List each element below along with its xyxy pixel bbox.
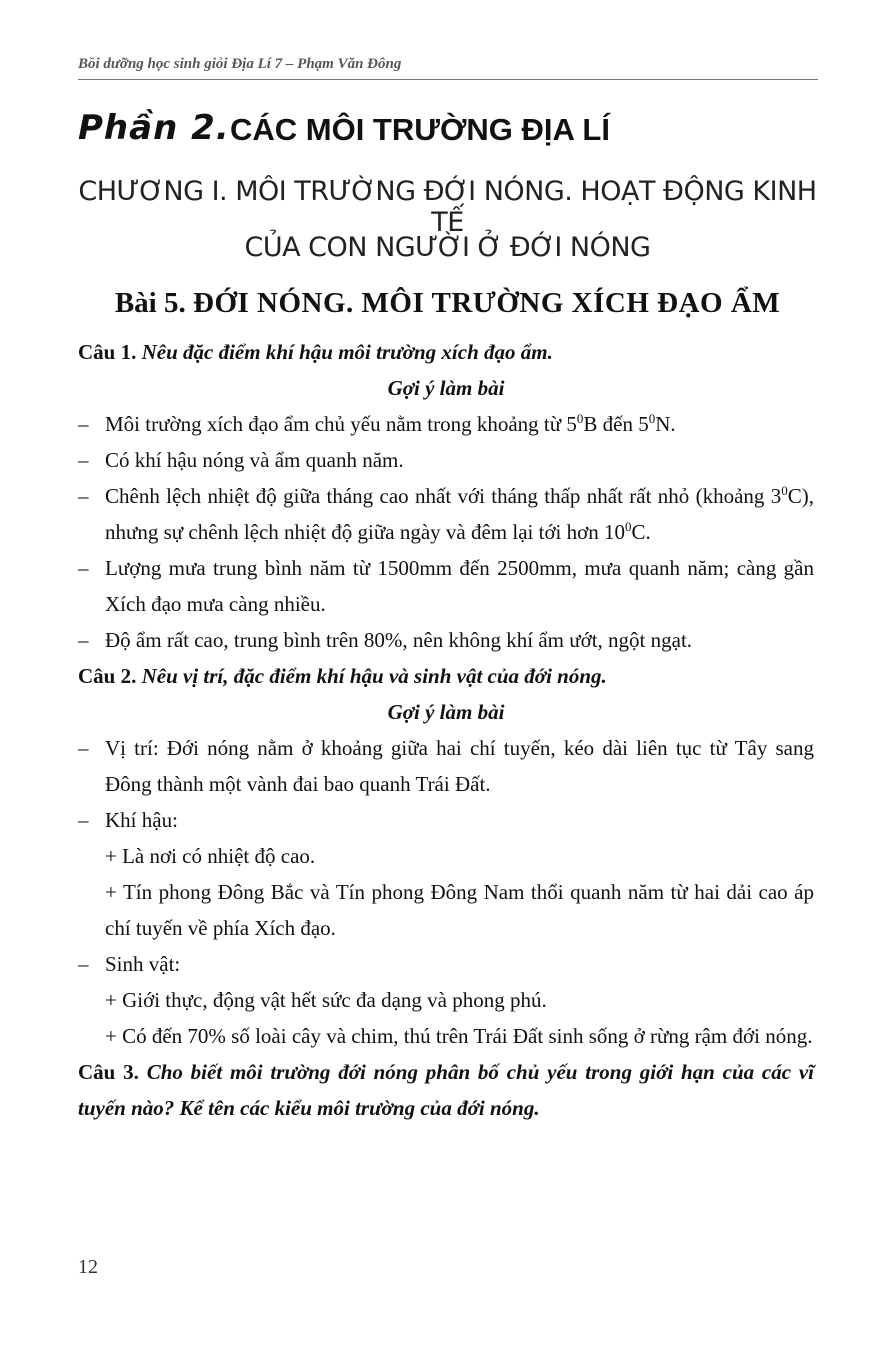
question-3 xyxy=(78,1054,814,1126)
dash-bullet: – xyxy=(78,628,89,652)
question-number: Câu 2. xyxy=(78,664,137,688)
lesson-heading xyxy=(60,287,835,320)
question-1 xyxy=(78,334,814,370)
item-text: Có khí hậu nóng và ẩm quanh năm. xyxy=(105,448,404,472)
question-2 xyxy=(78,658,814,694)
page-content xyxy=(78,334,814,1126)
list-item xyxy=(78,406,814,442)
item-text: Chênh lệch nhiệt độ giữa tháng cao nhất với tháng thấp nhất rất nhỏ (khoảng 3 xyxy=(105,484,782,508)
item-text: C), nhưng sự chênh lệch nhiệt độ giữa ngày và đêm lại tới hơn 10 xyxy=(105,484,814,544)
dash-bullet: – xyxy=(78,808,89,832)
part-label: Phần 2. xyxy=(78,108,230,148)
sub-item: + Tín phong Đông Bắc và Tín phong Đông Nam thổi quanh năm từ hai dải cao áp chí tuyến về phía Xích đạo. xyxy=(105,880,814,940)
degree-sup: 0 xyxy=(781,483,788,498)
item-text: N. xyxy=(655,412,676,436)
degree-sup: 0 xyxy=(625,519,632,534)
question-text: Nêu đặc điểm khí hậu môi trường xích đạo ẩm. xyxy=(141,340,553,364)
question-number: Câu 3. xyxy=(78,1060,139,1084)
list-item xyxy=(78,730,814,802)
item-text: C. xyxy=(631,520,651,544)
dash-bullet: – xyxy=(78,484,89,508)
answer-hint-label: Gợi ý làm bài xyxy=(387,376,505,400)
dash-bullet: – xyxy=(78,556,89,580)
answer-hint-label: Gợi ý làm bài xyxy=(387,700,505,724)
list-item xyxy=(78,946,814,982)
sub-item: + Là nơi có nhiệt độ cao. xyxy=(105,844,316,868)
question-number: Câu 1. xyxy=(78,340,137,364)
lesson-label: Bài 5. xyxy=(114,287,186,319)
dash-bullet: – xyxy=(78,952,89,976)
item-text: B đến 5 xyxy=(583,412,649,436)
item-text: Sinh vật: xyxy=(105,952,181,976)
page-number: 12 xyxy=(78,1256,98,1278)
item-text: Vị trí: Đới nóng nằm ở khoảng giữa hai chí tuyến, kéo dài liên tục từ Tây sang Đông thành một vành đai bao quanh Trái Đất. xyxy=(105,736,814,796)
item-text: Khí hậu: xyxy=(105,808,178,832)
lesson-title: ĐỚI NÓNG. MÔI TRƯỜNG XÍCH ĐẠO ẨM xyxy=(193,287,781,319)
list-item xyxy=(78,478,814,550)
item-text: Môi trường xích đạo ẩm chủ yếu nằm trong khoảng từ 5 xyxy=(105,412,577,436)
part-heading xyxy=(78,108,818,156)
running-header: Bồi dưỡng học sinh giỏi Địa Lí 7 – Phạm Văn Đông xyxy=(78,56,402,72)
degree-sup: 0 xyxy=(576,411,584,426)
sub-item: + Có đến 70% số loài cây và chim, thú trên Trái Đất sinh sống ở rừng rậm đới nóng. xyxy=(105,1024,813,1048)
header-divider xyxy=(78,79,818,80)
chapter-title-line-2: CỦA CON NGƯỜI Ở ĐỚI NÓNG xyxy=(244,232,651,263)
list-item xyxy=(78,802,814,838)
dash-bullet: – xyxy=(78,448,89,472)
item-text: Lượng mưa trung bình năm từ 1500mm đến 2500mm, mưa quanh năm; càng gần Xích đạo mưa càng nhiều. xyxy=(105,556,814,616)
chapter-title-line-1: CHƯƠNG I. MÔI TRƯỜNG ĐỚI NÓNG. HOẠT ĐỘNG KINH TẾ xyxy=(78,176,817,238)
sub-item: + Giới thực, động vật hết sức đa dạng và phong phú. xyxy=(105,988,547,1012)
list-item xyxy=(78,622,814,658)
dash-bullet: – xyxy=(78,412,89,436)
question-text: Cho biết môi trường đới nóng phân bố chủ yếu trong giới hạn của các vĩ tuyến nào? Kể tên các kiểu môi trường của đới nóng. xyxy=(78,1060,814,1120)
degree-sup: 0 xyxy=(648,411,656,426)
item-text: Độ ẩm rất cao, trung bình trên 80%, nên không khí ẩm ướt, ngột ngạt. xyxy=(105,628,693,652)
dash-bullet: – xyxy=(78,736,89,760)
part-title: CÁC MÔI TRƯỜNG ĐỊA LÍ xyxy=(230,112,610,147)
list-item xyxy=(78,442,814,478)
list-item xyxy=(78,550,814,622)
question-text: Nêu vị trí, đặc điểm khí hậu và sinh vật của đới nóng. xyxy=(141,664,607,688)
